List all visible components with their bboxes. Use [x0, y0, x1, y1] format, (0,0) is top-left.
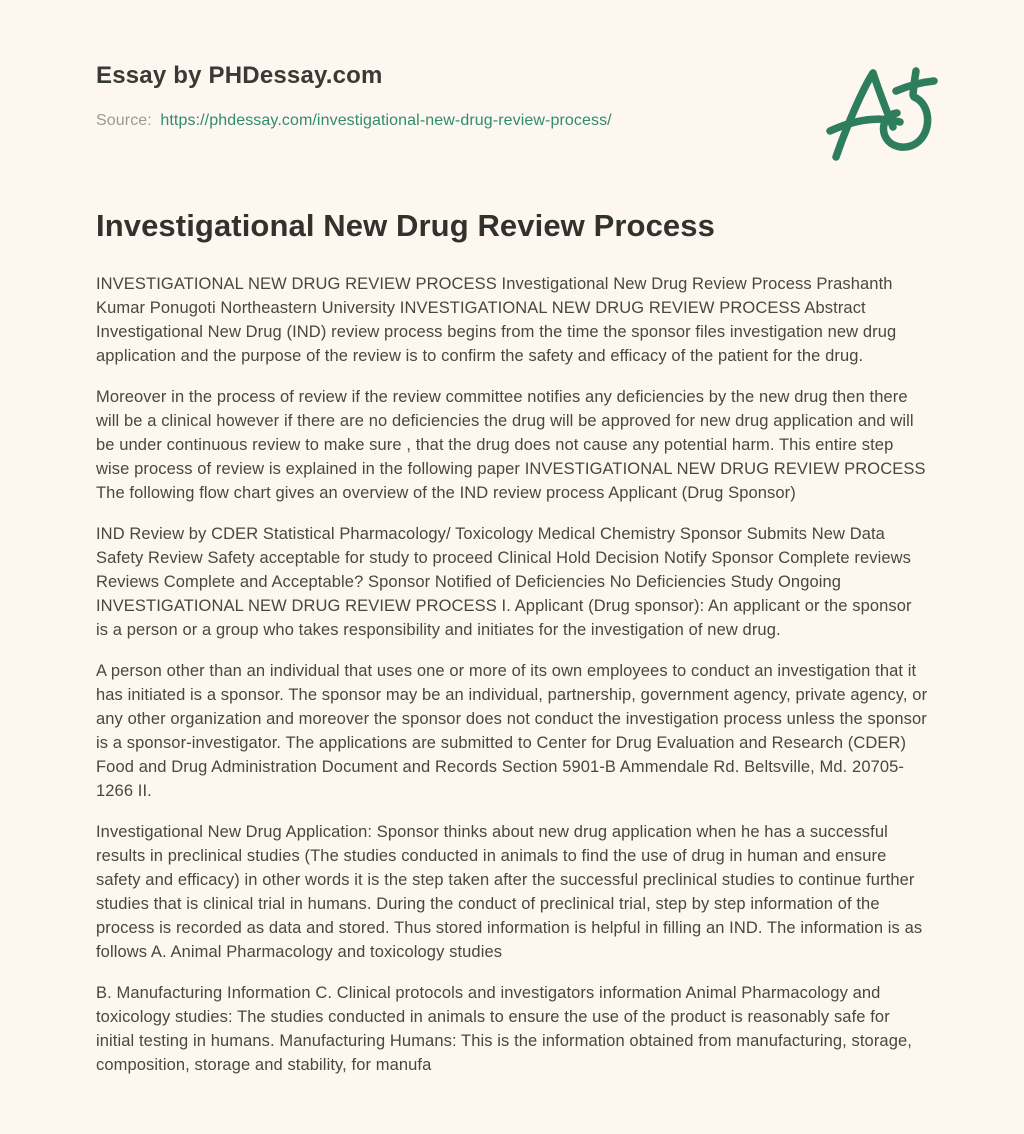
page-header	[96, 62, 928, 130]
essay-paragraph-2: Moreover in the process of review if the review committee notifies any deficiencies by the new drug then there will be a clinical however if there are no deficiencies the drug will be approved for new drug application and will be under continuous review to make sure , that the drug does not cause any potential harm. This entire step wise process of review is explained in the following paper INVESTIGATIONAL NEW DRUG REVIEW PROCESS The following flow chart gives an overview of the IND review process Applicant (Drug Sponsor)	[96, 388, 926, 502]
essay-title: Investigational New Drug Review Process	[96, 208, 715, 243]
source-label: Source:	[96, 112, 152, 129]
essay-paragraph-3: IND Review by CDER Statistical Pharmacology/ Toxicology Medical Chemistry Sponsor Submits New Data Safety Review Safety acceptable for study to proceed Clinical Hold Decision Notify Sponsor Complete reviews Reviews Complete and Acceptable? Sponsor Notified of Deficiencies No Deficiencies Study Ongoing INVESTIGATIONAL NEW DRUG REVIEW PROCESS I. Applicant (Drug sponsor): An applicant or the sponsor is a person or a group who takes responsibility and initiates for the investigation of new drug.	[96, 525, 912, 639]
source-url-link[interactable]: https://phdessay.com/investigational-new-drug-review-process/	[160, 112, 612, 129]
essay-paragraph-1: INVESTIGATIONAL NEW DRUG REVIEW PROCESS Investigational New Drug Review Process Prashanth Kumar Ponugoti Northeastern University INVESTIGATIONAL NEW DRUG REVIEW PROCESS Abstract Investigational New Drug (IND) review process begins from the time the sponsor files investigation new drug application and the purpose of the review is to confirm the safety and efficacy of the patient for the drug.	[96, 275, 897, 365]
source-line	[96, 112, 928, 130]
a-plus-logo-icon	[826, 64, 938, 164]
essay-paragraph-4: A person other than an individual that uses one or more of its own employees to conduct an investigation that it has initiated is a sponsor. The sponsor may be an individual, partnership, government agency, private agency, or any other organization and moreover the sponsor does not conduct the investigation process unless the sponsor is a sponsor-investigator. The applications are submitted to Center for Drug Evaluation and Research (CDER) Food and Drug Administration Document and Records Section 5901-B Ammendale Rd. Beltsville, Md. 20705-1266 II.	[96, 662, 928, 800]
essay-paragraph-6: B. Manufacturing Information C. Clinical protocols and investigators information Animal Pharmacology and toxicology studies: The studies conducted in animals to ensure the use of the product is reasonably safe for initial testing in humans. Manufacturing Humans: This is the information obtained from manufacturing, storage, composition, storage and stability, for manufa	[96, 984, 912, 1074]
essay-content	[96, 208, 928, 1077]
essay-paragraph-5: Investigational New Drug Application: Sponsor thinks about new drug application when he has a successful results in preclinical studies (The studies conducted in animals to find the use of drug in human and ensure safety and efficacy) in other words it is the step taken after the successful preclinical studies to continue further studies that is clinical trial in humans. During the conduct of preclinical trial, step by step information of the process is recorded as data and stored. Thus stored information is helpful in filling an IND. The information is as follows A. Animal Pharmacology and toxicology studies	[96, 823, 923, 961]
site-header-title: Essay by PHDessay.com	[96, 62, 383, 89]
